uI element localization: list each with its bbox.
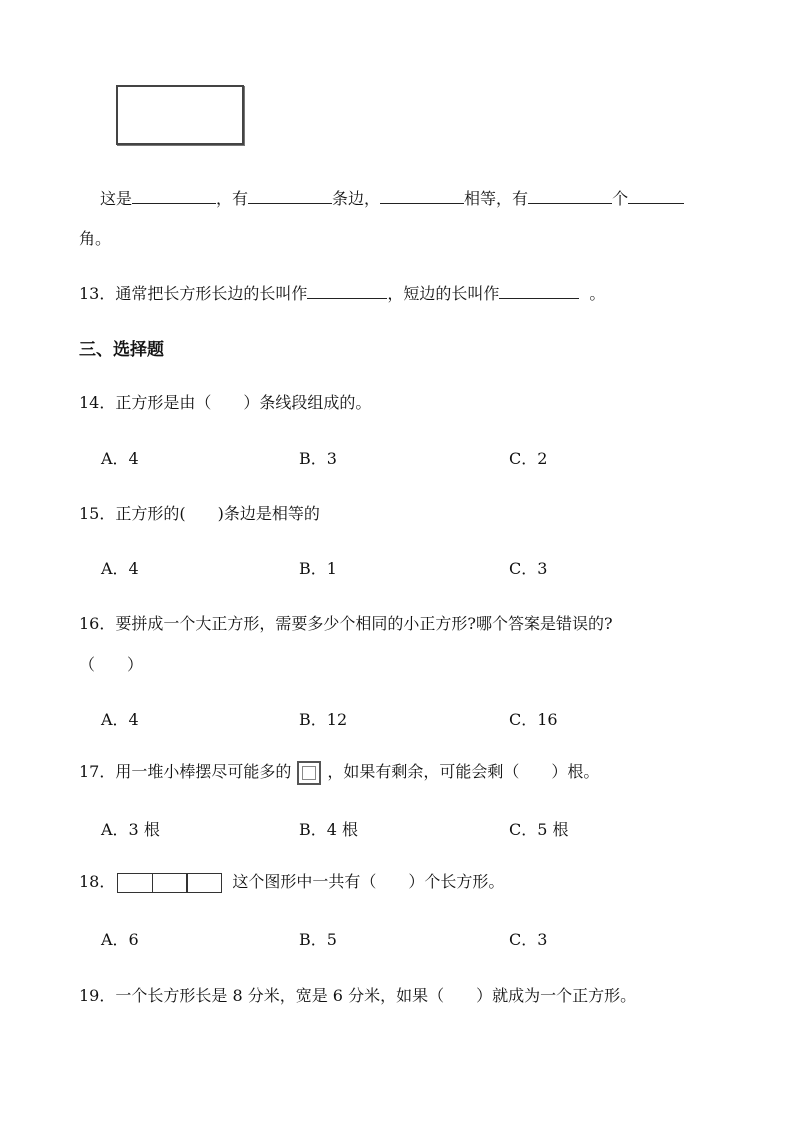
q13-line [79,281,605,304]
section-heading-choice: 三、选择题 [79,340,164,360]
q18-stem-b: 这个图形中一共有（ ）个长方形。 [232,872,505,891]
q12-text-d: 相等，有 [464,189,529,208]
q12-blank-1[interactable] [132,187,216,204]
q14-option-b[interactable]: B．3 [299,449,337,468]
q12-blank-4[interactable] [528,187,612,204]
q15-option-a[interactable]: A．4 [101,559,139,578]
q16-stem: 16．要拼成一个大正方形，需要多少个相同的小正方形?哪个答案是错误的? [79,614,613,633]
q15-stem: 15．正方形的( )条边是相等的 [79,504,320,523]
q17-stem [79,759,599,785]
q18-stem-a: 18． [79,872,116,891]
q13-blank-long[interactable] [307,282,387,299]
q12-blank-3[interactable] [380,187,464,204]
q17-option-c[interactable]: C．5 根 [509,820,569,839]
q17-stem-a: 17．用一堆小棒摆尽可能多的 [79,762,292,781]
three-rectangles-figure [117,873,222,893]
q12-text-b: ，有 [216,189,249,208]
q13-text-c: 。 [589,284,606,303]
q12-blank-2[interactable] [248,187,332,204]
rectangle-figure [116,85,244,145]
q13-blank-short[interactable] [499,282,579,299]
q14-stem: 14．正方形是由（ ）条线段组成的。 [79,393,372,412]
q18-option-c[interactable]: C．3 [509,930,548,949]
q15-option-c[interactable]: C．3 [509,559,548,578]
q12-text-a: 这是 [100,189,133,208]
q18-option-a[interactable]: A．6 [101,930,139,949]
q16-option-b[interactable]: B．12 [299,710,348,729]
q18-stem [79,869,504,893]
q12-blank-5[interactable] [628,187,684,204]
q16-option-a[interactable]: A．4 [101,710,139,729]
q19-stem: 19．一个长方形长是 8 分米，宽是 6 分米，如果（ ）就成为一个正方形。 [79,986,637,1005]
q13-text-a: 13．通常把长方形长边的长叫作 [79,284,308,303]
q16-answer-parens: （ ） [79,655,144,674]
q18-option-b[interactable]: B．5 [299,930,337,949]
q12-text-e: 个 [612,189,629,208]
square-stick-icon [297,761,321,785]
q12-text-c: 条边， [332,189,381,208]
q14-option-c[interactable]: C．2 [509,449,548,468]
q17-option-a[interactable]: A．3 根 [101,820,160,839]
q17-option-b[interactable]: B．4 根 [299,820,359,839]
q12-line1 [100,186,684,209]
q14-option-a[interactable]: A．4 [101,449,139,468]
q15-option-b[interactable]: B．1 [299,559,337,578]
q17-stem-b: ，如果有剩余，可能会剩（ ）根。 [327,762,600,781]
q12-text-f: 角。 [79,229,112,248]
q13-text-b: ，短边的长叫作 [387,284,500,303]
q16-option-c[interactable]: C．16 [509,710,558,729]
